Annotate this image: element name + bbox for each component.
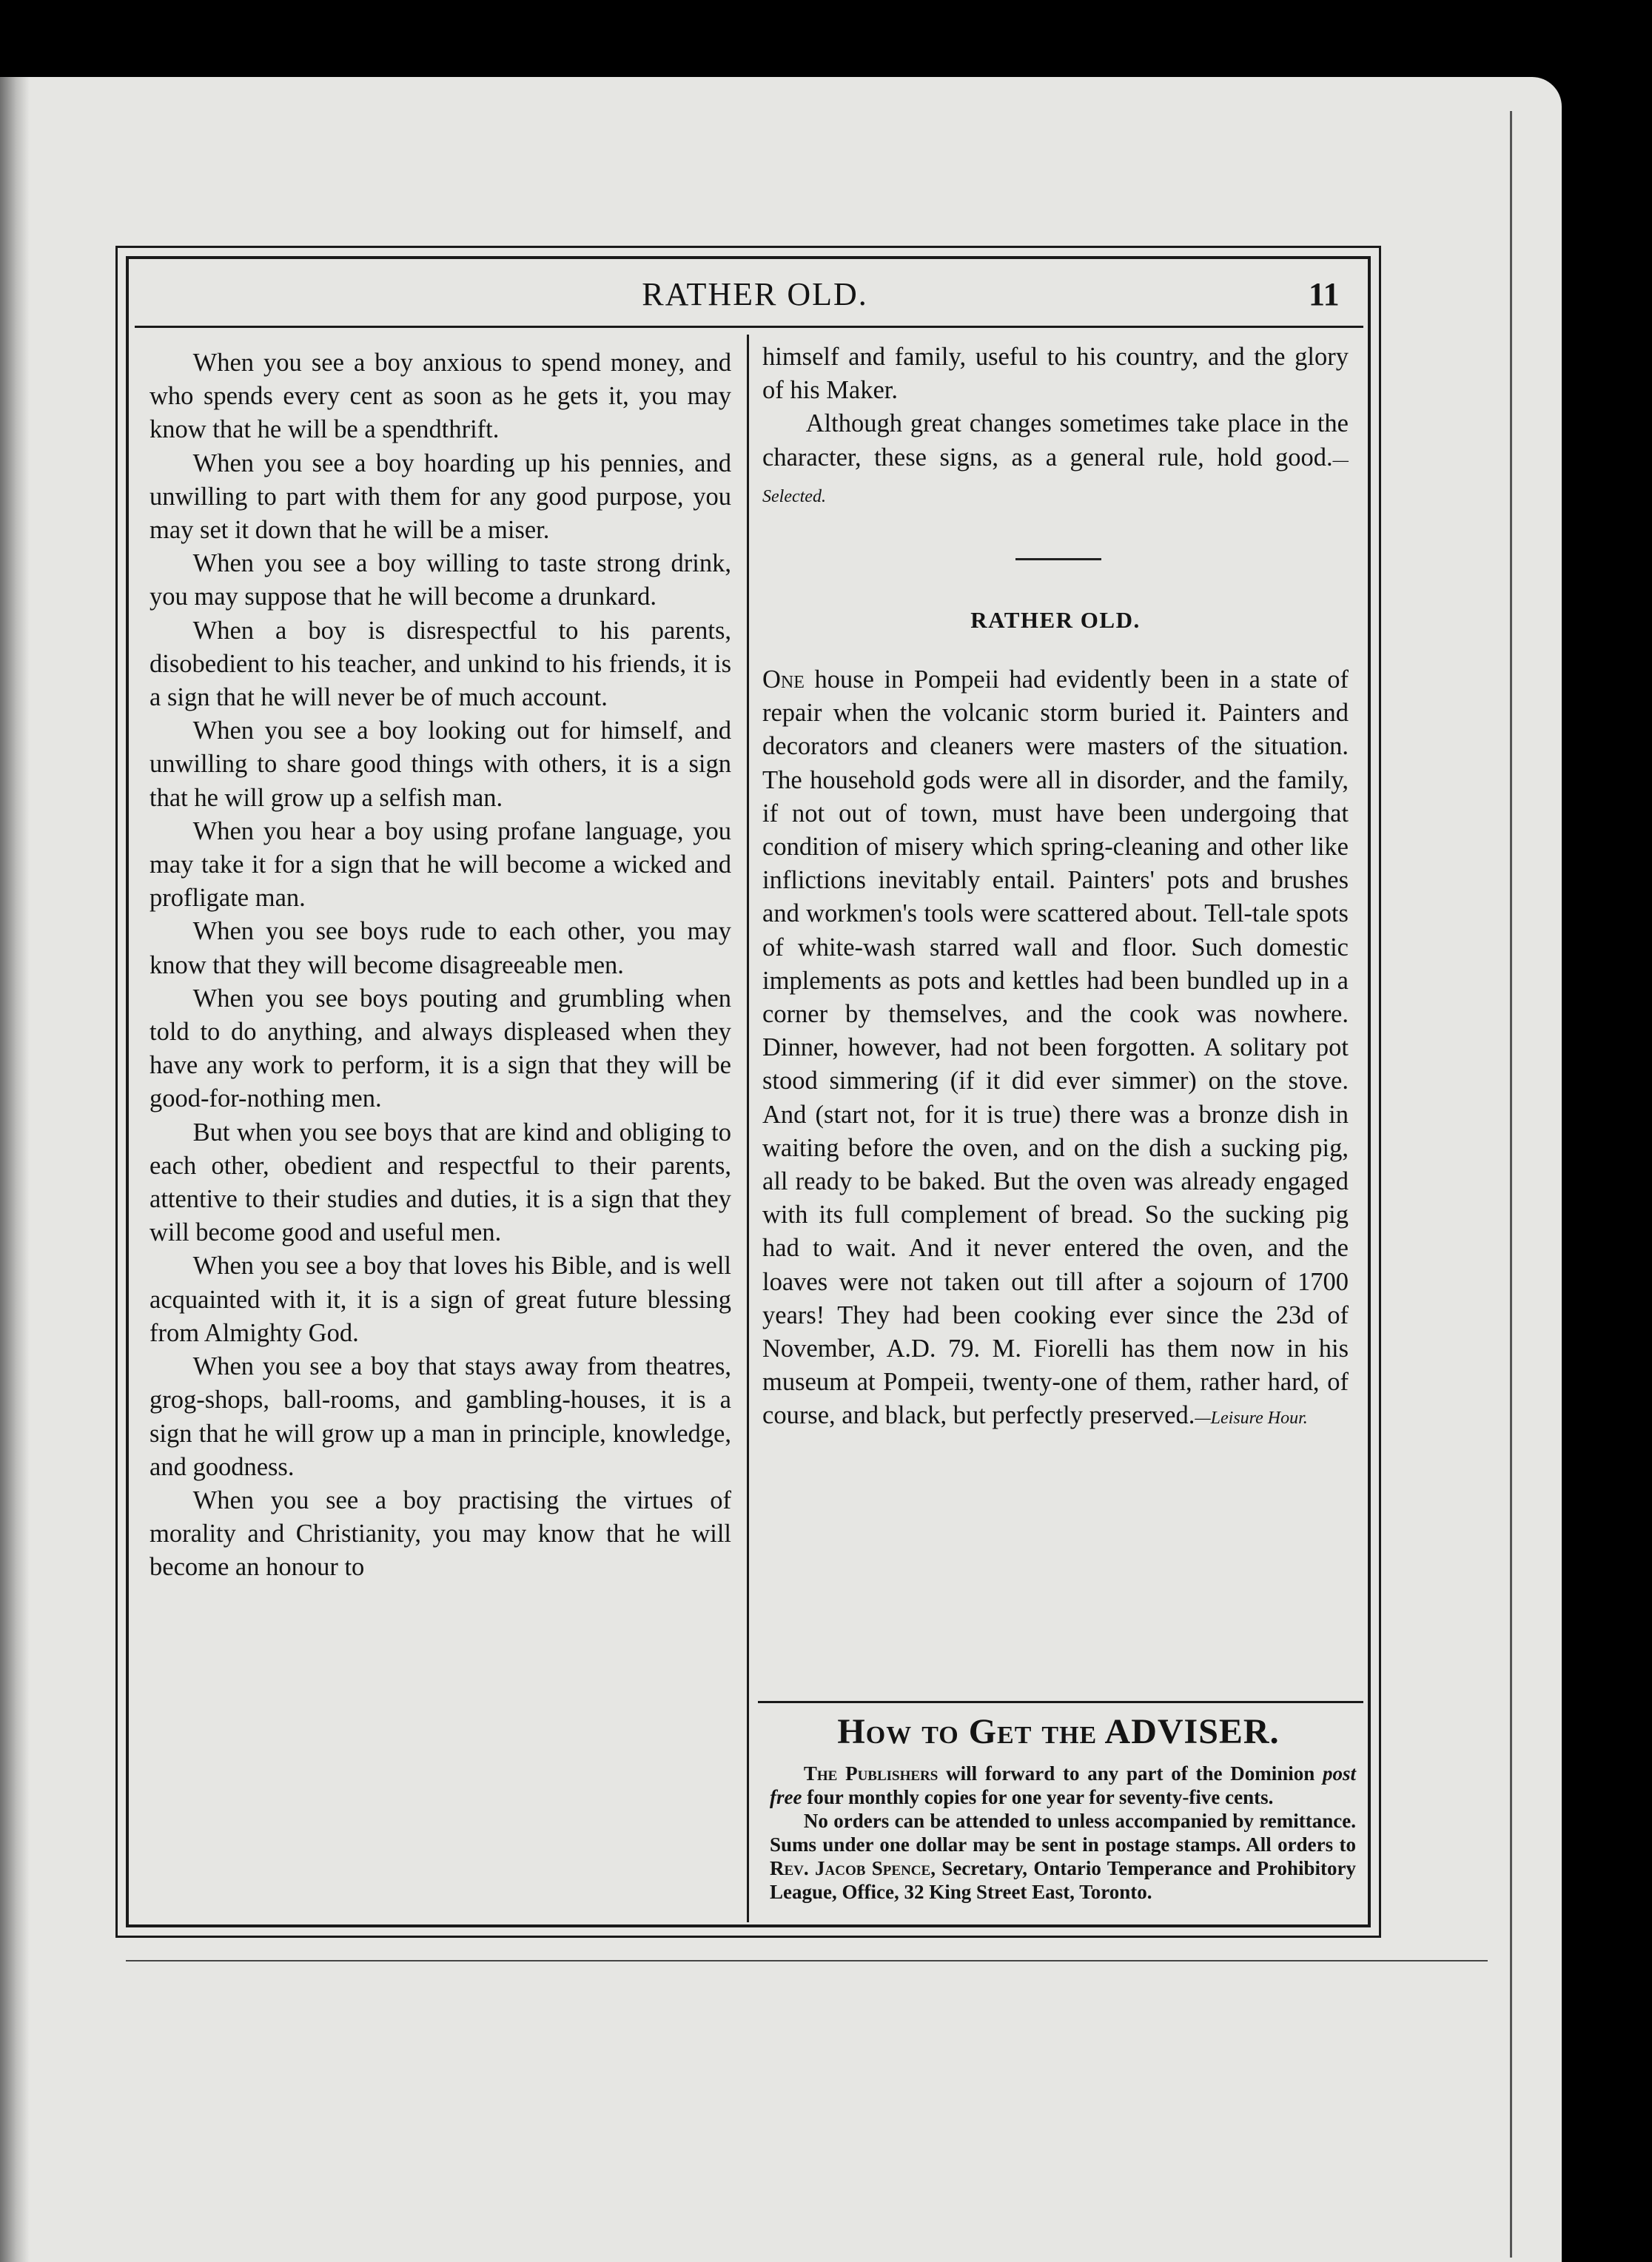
running-header-title: RATHER OLD. — [642, 276, 868, 312]
paragraph: When you see a boy hoarding up his pennies, and unwilling to part with them for any good purpose, you may set it down that he will be a miser. — [150, 449, 731, 545]
closing-paragraph — [762, 407, 1349, 514]
lead-word: One — [762, 665, 805, 694]
adviser-heading: How to Get the ADVISER. — [837, 1712, 1280, 1751]
bottom-rule — [126, 1960, 1488, 1961]
notice-text: , Secretary, Ontario Temperance and Prohibitory League, Office, 32 King Street East, Toronto. — [770, 1857, 1356, 1903]
notice-emphasis: post free — [770, 1762, 1356, 1808]
notice-text: four monthly copies for one year for seventy-five cents. — [802, 1786, 1274, 1808]
paragraph: When a boy is disrespectful to his parents, disobedient to his teacher, and unkind to his friends, it is a sign that he will never be of much account. — [150, 616, 731, 712]
article-body — [762, 663, 1349, 1436]
column-divider — [747, 335, 749, 1922]
paragraph: When you see a boy anxious to spend money, and who spends every cent as soon as he gets it, you may know that he will be a spendthrift. — [150, 349, 731, 444]
article-text: house in Pompeii had evidently been in a state of repair when the volcanic storm buried it. Painters and decorators and cleaners were masters of the situation. The household gods were all in disorder, and the family, if not out of town, must have been undergoing that condition of misery which spring-cleaning and other like inflictions inevitably entail. Painters' pots and brushes and workmen's tools were scattered about. Tell-tale spots of white-wash starred wall and floor. Such domestic implements as pots and kettles had been bundled up in a corner by themselves, and the cook was nowhere. Dinner, however, had not been forgotten. A solitary pot stood simmering (if it did ever simmer) on the stove. And (start not, for it is true) there was a bronze dish in waiting before the oven, and on the dish a sucking pig, all ready to be baked. But the oven was already engaged with its full complement of bread. So the sucking pig had to wait. And it never entered the oven, and the loaves were not taken out till after a sojourn of 1700 years! They had been cooking ever since the 23d of November, A.D. 79. M. Fiorelli has them now in his museum at Pompeii, twenty-one of them, rather hard, of course, and black, but perfectly preserved. — [762, 665, 1349, 1430]
paragraph: When you see a boy practising the virtues of morality and Christianity, you may know that he will become an honour to — [150, 1486, 731, 1582]
notice-paragraph — [770, 1809, 1356, 1904]
source-credit: —Leisure Hour. — [1195, 1409, 1308, 1429]
paragraph: When you see boys pouting and grumbling when told to do anything, and always displeased when they have any work to perform, it is a sign that they will be good-for-nothing men. — [150, 984, 731, 1113]
closing-text: Although great changes sometimes take place in the character, these signs, as a general rule, hold good. — [762, 409, 1349, 471]
paragraph: When you see boys rude to each other, you may know that they will become disagreeable men. — [150, 917, 731, 979]
article-paragraph — [762, 663, 1349, 1436]
paragraph: But when you see boys that are kind and obliging to each other, obedient and respectful to their parents, attentive to their studies and duties, it is a sign that they will become good and useful men. — [150, 1118, 731, 1247]
binding-shadow — [0, 77, 30, 2262]
paragraph: When you hear a boy using profane language, you may take it for a sign that he will become a wicked and profligate man. — [150, 816, 731, 913]
paragraph: When you see a boy willing to taste strong drink, you may suppose that he will become a drunkard. — [150, 549, 731, 611]
page-edge — [1510, 111, 1520, 2258]
article-heading: RATHER OLD. — [970, 607, 1141, 633]
section-separator — [1015, 558, 1101, 560]
notice-paragraph — [770, 1762, 1356, 1809]
notice-text: will forward to any part of the Dominion — [938, 1762, 1323, 1785]
adviser-notice — [770, 1762, 1356, 1904]
secretary-name: Rev. Jacob Spence — [770, 1857, 931, 1879]
paragraph: When you see a boy that loves his Bible, and is well acquainted with it, it is a sign of great future blessing from Almighty God. — [150, 1252, 731, 1347]
paragraph: When you see a boy looking out for himself, and unwilling to share good things with others, it is a sign that he will grow up a selfish man. — [150, 716, 731, 812]
paragraph: When you see a boy that stays away from theatres, grog-shops, ball-rooms, and gambling-houses, it is a sign that he will grow up a man in principle, knowledge, and goodness. — [150, 1352, 731, 1481]
left-column — [150, 346, 731, 1585]
right-column-continuation — [762, 340, 1349, 514]
source-credit: —Selected. — [762, 450, 1349, 506]
section-rule — [758, 1701, 1363, 1703]
continuation-paragraph: himself and family, useful to his country, and the glory of his Maker. — [762, 343, 1349, 405]
notice-lead: The Publishers — [803, 1762, 939, 1785]
header-rule — [135, 326, 1363, 328]
page-number: 11 — [1309, 276, 1340, 312]
notice-text: No orders can be attended to unless accompanied by remittance. Sums under one dollar may be sent in postage stamps. All orders to — [770, 1810, 1356, 1856]
